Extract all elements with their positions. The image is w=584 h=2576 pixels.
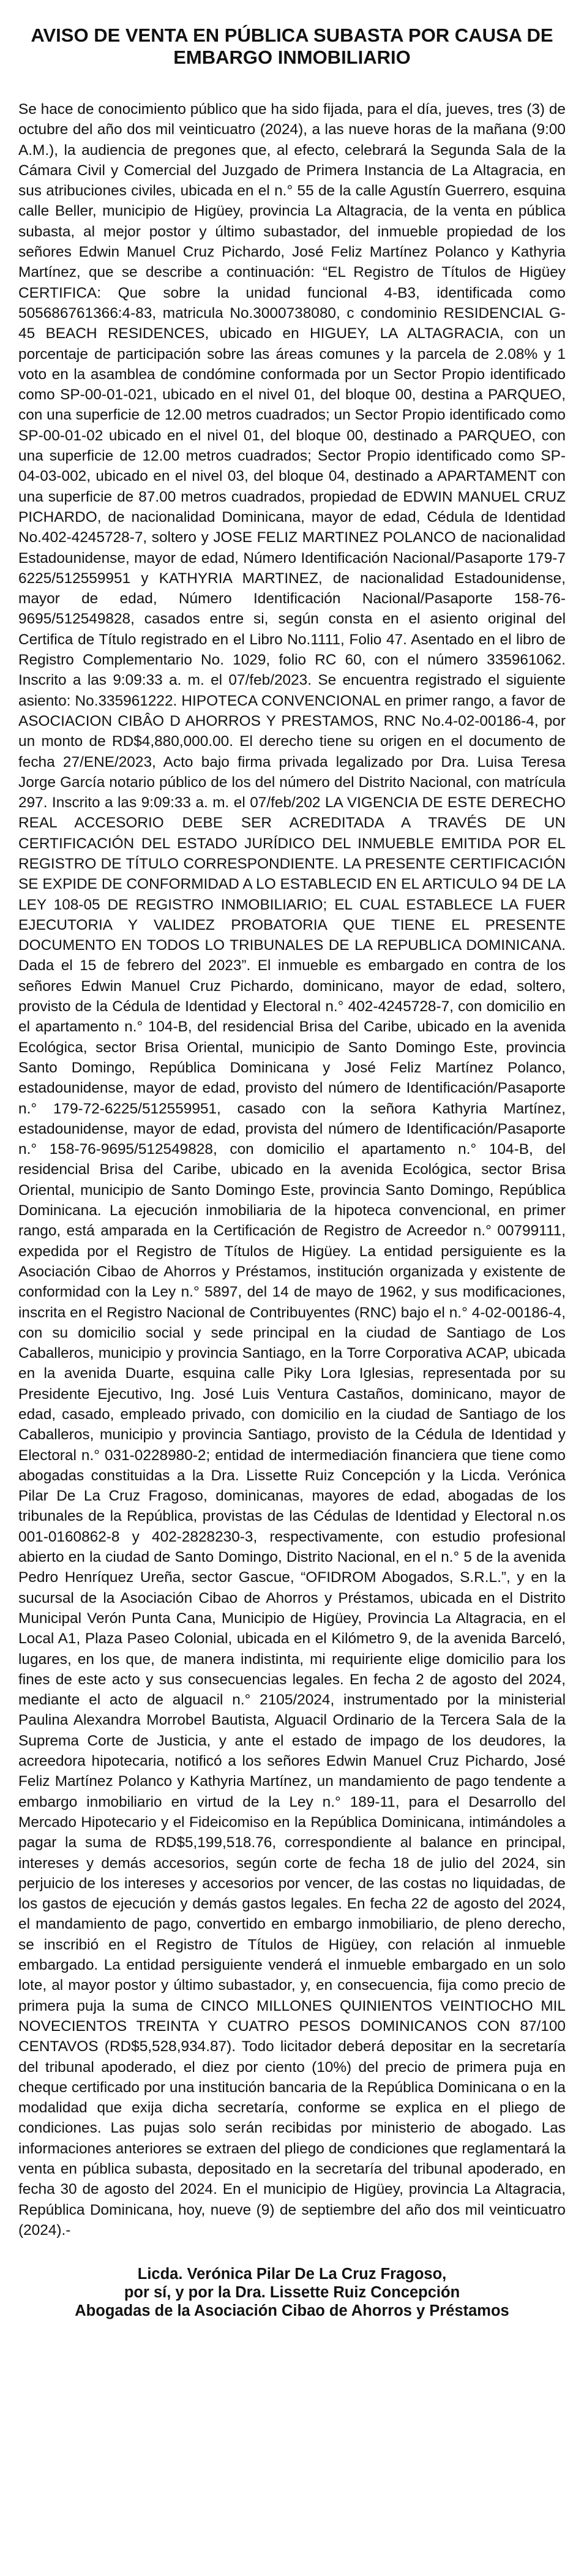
signature-block	[18, 2265, 566, 2320]
signature-line-2: por sí, y por la Dra. Lissette Ruiz Concepción	[124, 2284, 460, 2302]
notice-title	[18, 24, 566, 69]
notice-body: Se hace de conocimiento público que ha sido fijada, para el día, jueves, tres (3) de octubre del año dos mil veinticuatro (2024), a las nueve horas de la mañana (9:00 A.M.), la audiencia de pregones que, al efecto, celebrará la Segunda Sala de la Cámara Civil y Comercial del Juzgado de Primera Instancia de La Altagracia, en sus atribuciones civiles, ubicada en el n.° 55 de la calle Agustín Guerrero, esquina calle Beller, municipio de Higüey, provincia La Altagracia, de la venta en pública subasta, al mejor postor y último subastador, del inmueble propiedad de los señores Edwin Manuel Cruz Pichardo, José Feliz Martínez Polanco y Kathyria Martínez, que se describe a continuación: “EL Registro de Títulos de Higüey CERTIFICA: Que sobre la unidad funcional 4-B3, identificada como 505686761366:4-83, matricula No.3000738080, c condominio RESIDENCIAL G-45 BEACH RESIDENCES, ubicado en HIGUEY, LA ALTAGRACIA, con un porcentaje de participación sobre las áreas comunes y la parcela de 2.08% y 1 voto en la asamblea de condómine conformada por un Sector Propio identificado como SP-00-01-021, ubicado en el nivel 01, del bloque 00, destina a PARQUEO, con una superficie de 12.00 metros cuadrados; un Sector Propio identificado como SP-00-01-02 ubicado en el nivel 01, del bloque 00, destinado a PARQUEO, con una superficie de 12.00 metros cuadrados; Sector Propio identificado como SP-04-03-002, ubicado en el nivel 03, del bloque 04, destinado a APARTAMENT con una superficie de 87.00 metros cuadrados, propiedad de EDWIN MANUEL CRUZ PICHARDO, de nacionalidad Dominicana, mayor de edad, Cédula de Identidad No.402-4245728-7, soltero y JOSE FELIZ MARTINEZ POLANCO de nacionalidad Estadounidense, mayor de edad, Número Identificación Nacional/Pasaporte 179-7 6225/512559951 y KATHYRIA MARTINEZ, de nacionalidad Estadounidense, mayor de edad, Número Identificación Nacional/Pasaporte 158-76-9695/512549828, casados entre si, según consta en el asiento original del Certifica de Título registrado en el Libro No.1111, Folio 47. Asentado en el libro de Registro Complementario No. 1029, folio RC 60, con el número 335961062. Inscrito a las 9:09:33 a. m. el 07/feb/2023. Se encuentra registrado el siguiente asiento: No.335961222. HIPOTECA CONVENCIONAL en primer rango, a favor de ASOCIACION CIBÂO D AHORROS Y PRESTAMOS, RNC No.4-02-00186-4, por un monto de RD$4,880,000.00. El derecho tiene su origen en el documento de fecha 27/ENE/2023, Acto bajo firma privada legalizado por Dra. Luisa Teresa Jorge García notario público de los del número del Distrito Nacional, con matrícula 297. Inscrito a las 9:09:33 a. m. el 07/feb/202 LA VIGENCIA DE ESTE DERECHO REAL ACCESORIO DEBE SER ACREDITADA A TRAVÉS DE UN CERTIFICACIÓN DEL ESTADO JURÍDICO DEL INMUEBLE EMITIDA POR EL REGISTRO DE TÍTULO CORRESPONDIENTE. LA PRESENTE CERTIFICACIÓN SE EXPIDE DE CONFORMIDAD A LO ESTABLECID EN EL ARTICULO 94 DE LA LEY 108-05 DE REGISTRO INMOBILIARIO; EL CUAL ESTABLECE LA FUER EJECUTORIA Y VALIDEZ PROBATORIA QUE TIENE EL PRESENTE DOCUMENTO EN TODOS LO TRIBUNALES DE LA REPUBLICA DOMINICANA. Dada el 15 de febrero del 2023”. El inmueble es embargado en contra de los señores Edwin Manuel Cruz Pichardo, dominicano, mayor de edad, soltero, provisto de la Cédula de Identidad y Electoral n.° 402-4245728-7, con domicilio en el apartamento n.° 104-B, del residencial Brisa del Caribe, ubicado en la avenida Ecológica, sector Brisa Oriental, municipio de Santo Domingo Este, provincia Santo Domingo, República Dominicana y José Feliz Martínez Polanco, estadounidense, mayor de edad, provisto del número de Identificación/Pasaporte n.° 179-72-6225/512559951, casado con la señora Kathyria Martínez, estadounidense, mayor de edad, provista del número de Identificación/Pasaporte n.° 158-76-9695/512549828, con domicilio el apartamento n.° 104-B, del residencial Brisa del Caribe, ubicado en la avenida Ecológica, sector Brisa Oriental, municipio de Santo Domingo Este, provincia Santo Domingo, República Dominicana. La ejecución inmobiliaria de la hipoteca convencional, en primer rango, está amparada en la Certificación de Registro de Acreedor n.° 00799111, expedida por el Registro de Títulos de Higüey. La entidad persiguiente es la Asociación Cibao de Ahorros y Préstamos, institución organizada y existente de conformidad con la Ley n.° 5897, del 14 de mayo de 1962, y sus modificaciones, inscrita en el Registro Nacional de Contribuyentes (RNC) bajo el n.° 4-02-00186-4, con su domicilio social y sede principal en la ciudad de Santiago de Los Caballeros, municipio y provincia Santiago, en la Torre Corporativa ACAP, ubicada en la avenida Duarte, esquina calle Piky Lora Iglesias, representada por su Presidente Ejecutivo, Ing. José Luis Ventura Castaños, dominicano, mayor de edad, casado, empleado privado, con domicilio en la ciudad de Santiago de los Caballeros, municipio y provincia Santiago, provisto de la Cédula de Identidad y Electoral n.° 031-0228980-2; entidad de intermediación financiera que tiene como abogadas constituidas a la Dra. Lissette Ruiz Concepción y la Licda. Verónica Pilar De La Cruz Fragoso, dominicanas, mayores de edad, abogadas de los tribunales de la República, provistas de las Cédulas de Identidad y Electoral n.os 001-0160862-8 y 402-2828230-3, respectivamente, con estudio profesional abierto en la ciudad de Santo Domingo, Distrito Nacional, en el n.° 5 de la avenida Pedro Henríquez Ureña, sector Gascue, “OFIDROM Abogados, S.R.L.”, y en la sucursal de la Asociación Cibao de Ahorros y Préstamos, ubicada en el Distrito Municipal Verón Punta Cana, Municipio de Higüey, Provincia La Altagracia, en el Local A1, Plaza Paseo Colonial, ubicada en el Kilómetro 9, de la avenida Barceló, lugares, en los que, de manera indistinta, mi requiriente elige domicilio para los fines de este acto y sus consecuencias legales. En fecha 2 de agosto del 2024, mediante el acto de alguacil n.° 2105/2024, instrumentado por la ministerial Paulina Alexandra Morrobel Bautista, Alguacil Ordinario de la Tercera Sala de la Suprema Corte de Justicia, y ante el estado de impago de los deudores, la acreedora hipotecaria, notificó a los señores Edwin Manuel Cruz Pichardo, José Feliz Martínez Polanco y Kathyria Martínez, un mandamiento de pago tendente a embargo inmobiliario en virtud de la Ley n.° 189-11, para el Desarrollo del Mercado Hipotecario y el Fideicomiso en la República Dominicana, intimándoles a pagar la suma de RD$5,199,518.76, correspondiente al balance en principal, intereses y demás accesorios, según corte de fecha 18 de julio del 2024, sin perjuicio de los intereses y accesorios por vencer, de las costas no liquidadas, de los gastos de ejecución y demás gastos legales. En fecha 22 de agosto del 2024, el mandamiento de pago, convertido en embargo inmobiliario, de pleno derecho, se inscribió en el Registro de Títulos de Higüey, con relación al inmueble embargado. La entidad persiguiente venderá el inmueble embargado en un solo lote, al mayor postor y último subastador, y, en consecuencia, fija como precio de primera puja la suma de CINCO MILLONES QUINIENTOS VEINTIOCHO MIL NOVECIENTOS TREINTA Y CUATRO PESOS DOMINICANOS CON 87/100 CENTAVOS (RD$5,528,934.87). Todo licitador deberá depositar en la secretaría del tribunal apoderado, el diez por ciento (10%) del precio de primera puja en cheque certificado por una institución bancaria de la República Dominicana o en la modalidad que exija dicha secretaría, conforme se explica en el pliego de condiciones. Las pujas solo serán recibidas por ministerio de abogado. Las informaciones anteriores se extraen del pliego de condiciones que reglamentará la venta en pública subasta, depositado en la secretaría del tribunal apoderado, en fecha 30 de agosto del 2024. En el municipio de Higüey, provincia La Altagracia, República Dominicana, hoy, nueve (9) de septiembre del año dos mil veinticuatro (2024).-	[18, 101, 566, 2239]
signature-line-1: Licda. Verónica Pilar De La Cruz Fragoso,	[137, 2265, 447, 2283]
notice-title-line-2: EMBARGO INMOBILIARIO	[173, 47, 411, 68]
notice-title-line-1: AVISO DE VENTA EN PÚBLICA SUBASTA POR CAUSA DE	[31, 24, 553, 46]
signature-line-3: Abogadas de la Asociación Cibao de Ahorros y Préstamos	[75, 2302, 509, 2320]
